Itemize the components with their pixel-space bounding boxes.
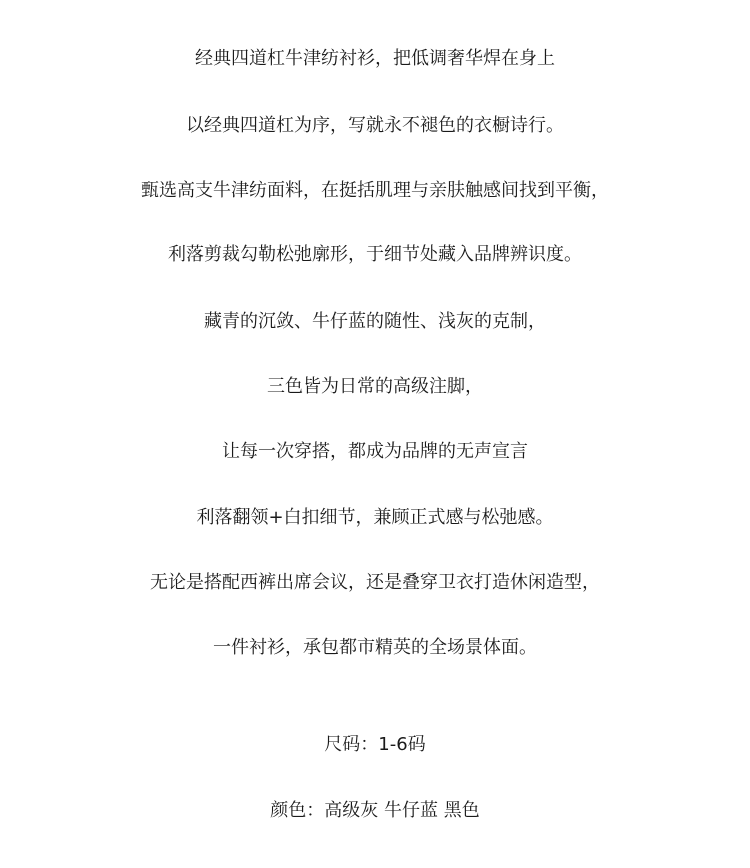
description-line-6: 三色皆为日常的高级注脚， (267, 376, 483, 397)
size-spec: 尺码：1-6码 (324, 734, 426, 755)
description-line-4: 利落剪裁勾勒松弛廓形，于细节处藏入品牌辨识度。 (168, 244, 582, 265)
description-line-5: 藏青的沉敛、牛仔蓝的随性、浅灰的克制， (204, 311, 546, 332)
description-line-7: 让每一次穿搭，都成为品牌的无声宣言 (222, 441, 528, 462)
description-line-3: 甄选高支牛津纺面料，在挺括肌理与亲肤触感间找到平衡， (141, 180, 609, 201)
description-line-1: 经典四道杠牛津纺衬衫，把低调奢华焊在身上 (195, 48, 555, 69)
description-line-9: 无论是搭配西裤出席会议，还是叠穿卫衣打造休闲造型， (150, 572, 600, 593)
description-line-8: 利落翻领+白扣细节，兼顾正式感与松弛感。 (196, 507, 554, 528)
color-spec: 颜色：高级灰 牛仔蓝 黑色 (270, 800, 480, 821)
description-line-2: 以经典四道杠为序，写就永不褪色的衣橱诗行。 (186, 115, 564, 136)
description-line-10: 一件衬衫，承包都市精英的全场景体面。 (213, 637, 537, 658)
